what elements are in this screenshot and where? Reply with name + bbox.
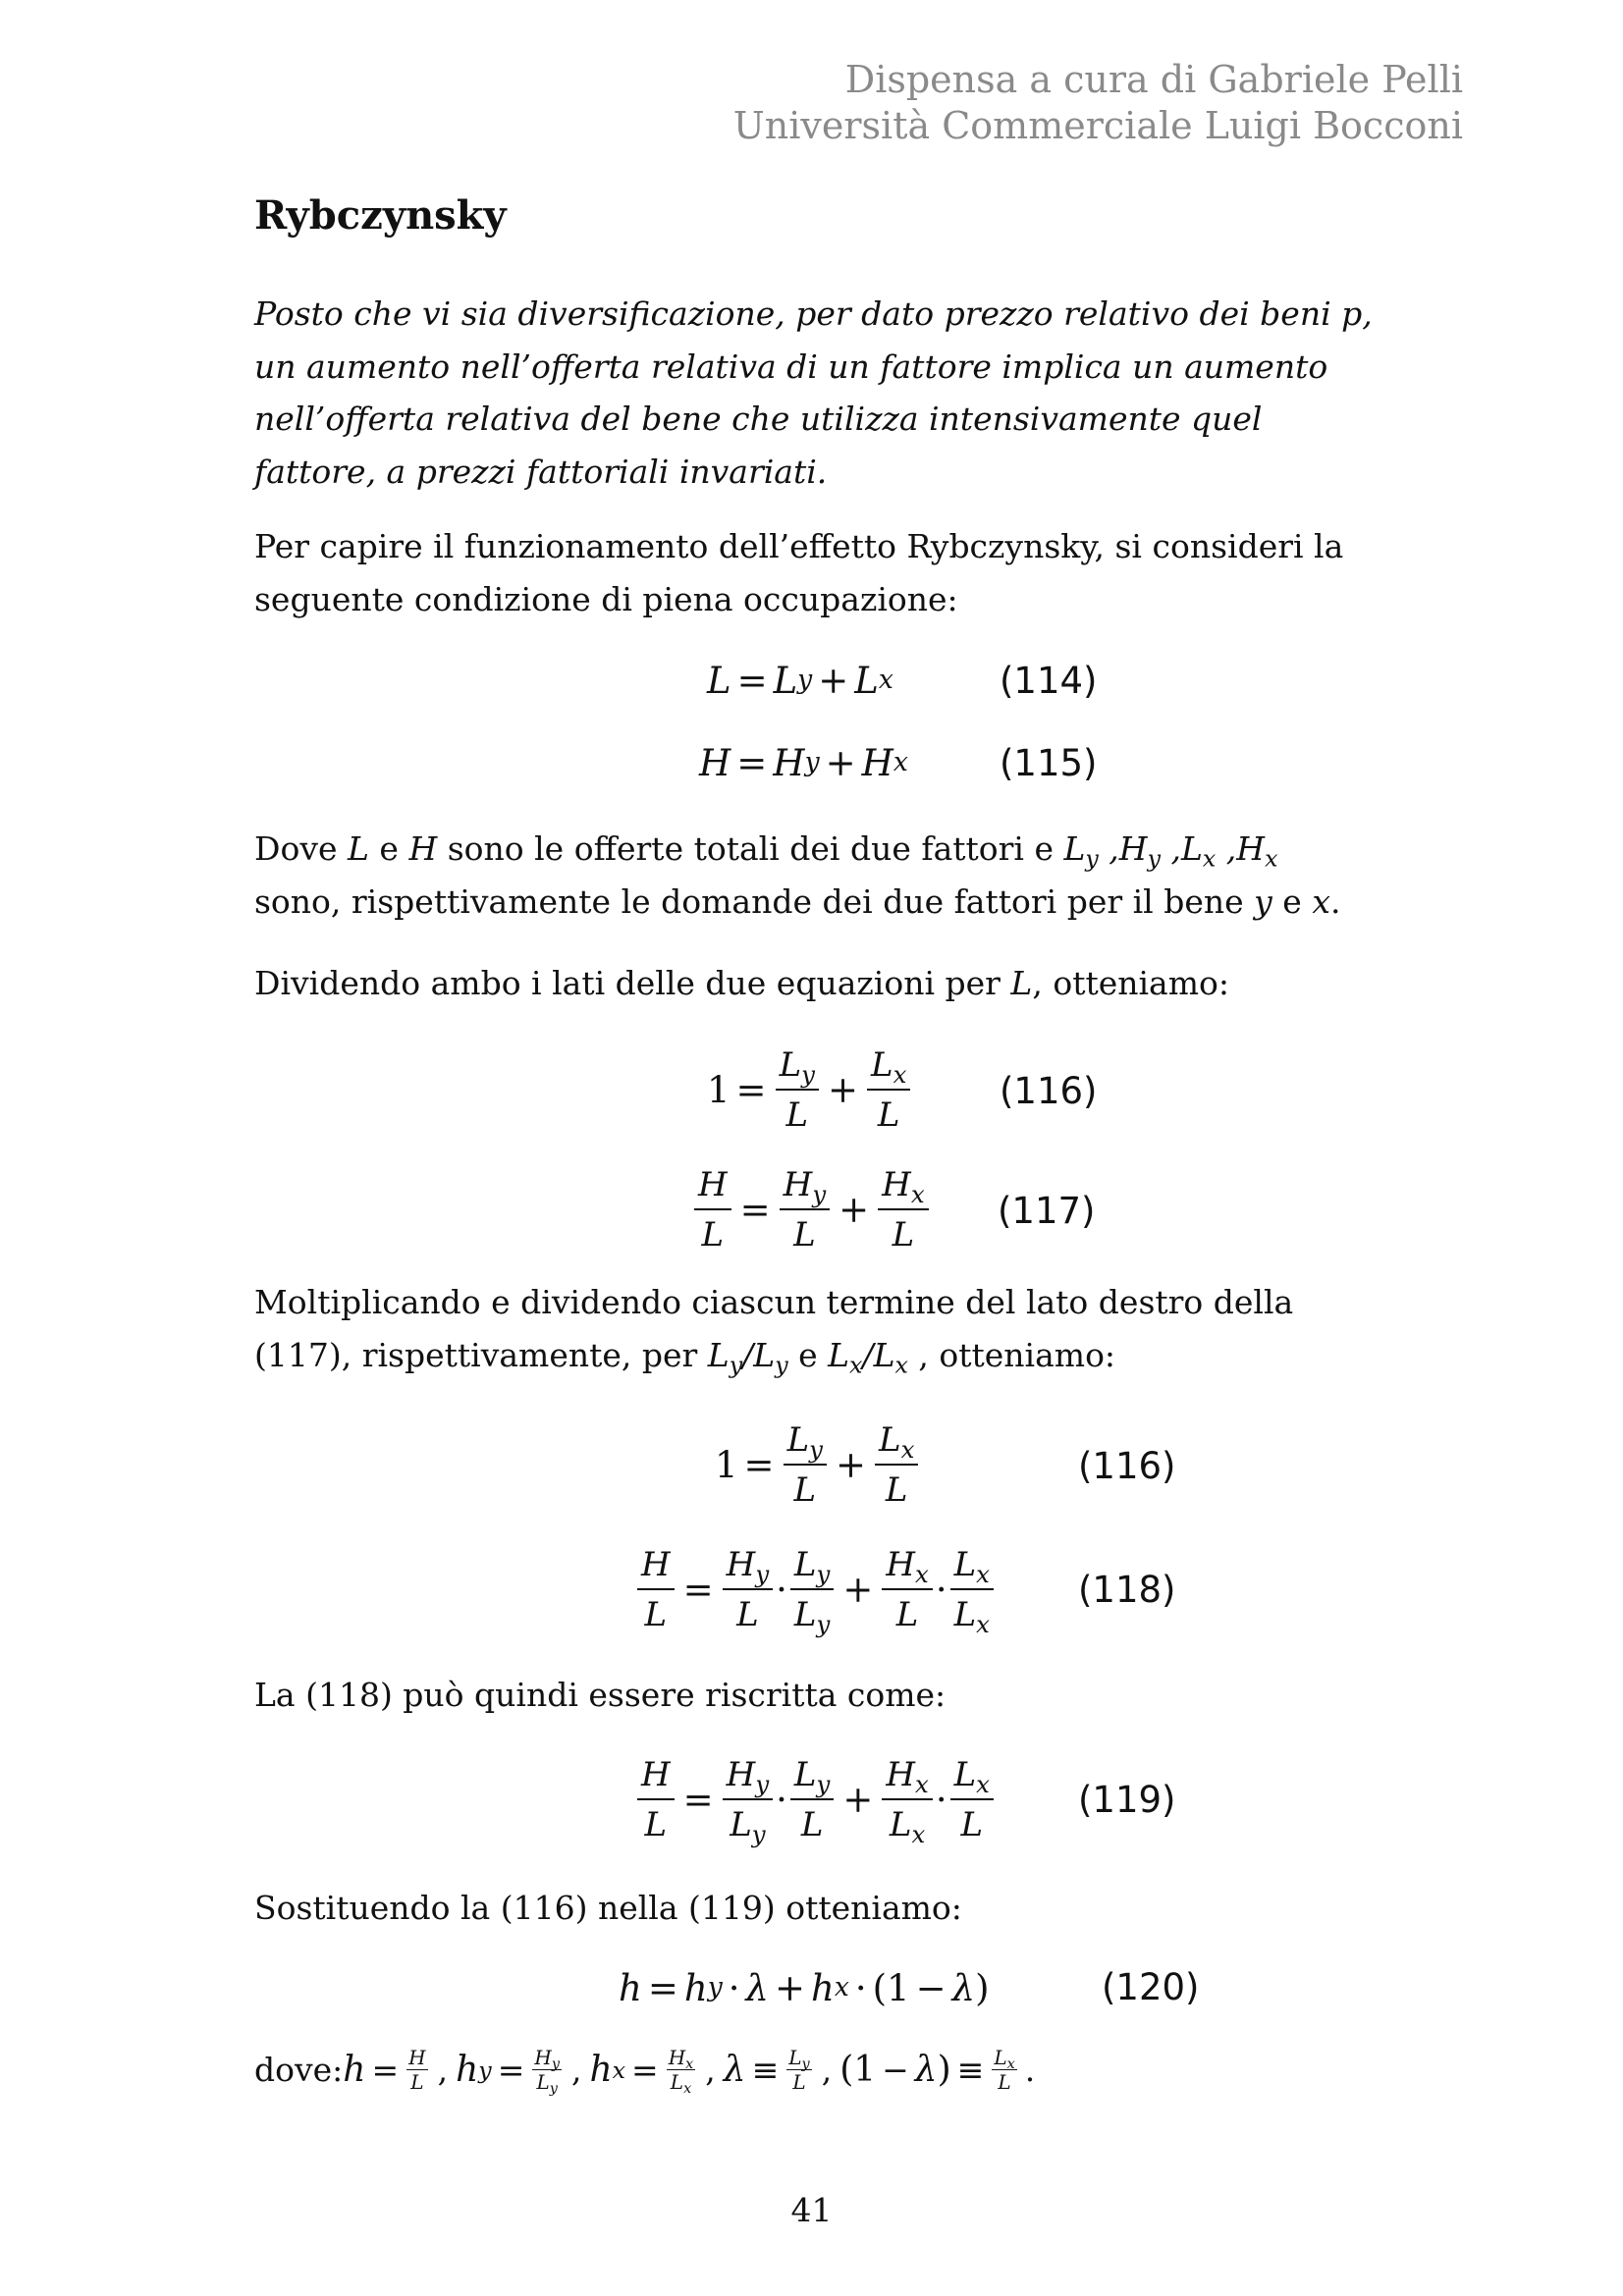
equation-119: $\frac{H}{L}$ = $\frac{H_y}{L_y}$ · $\frac{L_y}{L}$ + $\frac{H_x}{L_x}$ · $\frac{L_x}{L}$: [634, 1755, 997, 1843]
equation-117: $\frac{H}{L}$ = $\frac{H_y}{L}$ + $\frac{H_x}{L}$: [691, 1165, 932, 1254]
equation-number: (120): [1102, 1966, 1200, 2008]
equation-number: (119): [1078, 1779, 1176, 1821]
equation-114: L = L y + L x: [707, 659, 893, 702]
equation-number: (116): [1000, 1070, 1098, 1112]
paragraph-where: dove: h = $\frac{H}{L}$ , h y = $\frac{H_y}{L_y}$ , h x = $\frac{H_x}{L_x}$ , λ ≡ $\frac{L_y}{L}$ , (1 − λ ) ≡ $\frac{L_x}{L}$ .: [254, 2046, 1036, 2098]
equation-number: (118): [1078, 1569, 1176, 1611]
paragraph-rewrite: La (118) può quindi essere riscritta come:: [254, 1676, 947, 1714]
equation-number: (114): [1000, 660, 1098, 702]
paragraph-definitions: Dove L e H sono le offerte totali dei due fattori e $L_y$ $,H_y$ $,L_x$ $,H_x$ sono, rispettivamente le domande dei due fattori per il bene y e x.: [254, 829, 1341, 921]
paragraph-multiply: Moltiplicando e dividendo ciascun termine del lato destro della (117), rispettivamente, per $L_y/L_y$ e $L_x/L_x$ , otteniamo:: [254, 1283, 1294, 1379]
equation-116-repeat: 1 = $\frac{L_y}{L}$ + $\frac{L_x}{L}$: [715, 1420, 921, 1509]
running-header: [733, 57, 1463, 149]
equation-number: (116): [1078, 1445, 1176, 1487]
theorem-statement: Posto che vi sia diversificazione, per dato prezzo relativo dei beni p, un aumento nell’offerta relativa di un fattore implica un aumento nell’offerta relativa del bene che utilizza intensivamente quel fattore, a prezzi fattoriali invariati.: [254, 294, 1373, 491]
equation-number: (117): [998, 1190, 1096, 1232]
page-number: 41: [790, 2191, 833, 2229]
paragraph-substitute: Sostituendo la (116) nella (119) otteniamo:: [254, 1889, 962, 1927]
header-university: Università Commerciale Luigi Bocconi: [732, 104, 1463, 147]
math-var: p: [1341, 294, 1363, 333]
section-title: Rybczynsky: [254, 192, 507, 239]
paragraph-divide: Dividendo ambo i lati delle due equazioni per L, otteniamo:: [254, 964, 1230, 1002]
equation-120: h = h y · λ + h x · (1 − λ ): [619, 1966, 990, 2009]
equation-number: (115): [1000, 742, 1098, 784]
equation-116: 1 = $\frac{L_y}{L}$ + $\frac{L_x}{L}$: [707, 1045, 913, 1134]
header-author: Dispensa a cura di Gabriele Pelli: [844, 58, 1463, 101]
equation-118: $\frac{H}{L}$ = $\frac{H_y}{L}$ · $\frac{L_y}{L_y}$ + $\frac{H_x}{L}$ · $\frac{L_x}{L_x}$: [634, 1545, 997, 1633]
paragraph-intro: Per capire il funzionamento dell’effetto Rybczynsky, si consideri la seguente condizione di piena occupazione:: [254, 527, 1344, 618]
equation-115: H = H y + H x: [699, 741, 908, 784]
